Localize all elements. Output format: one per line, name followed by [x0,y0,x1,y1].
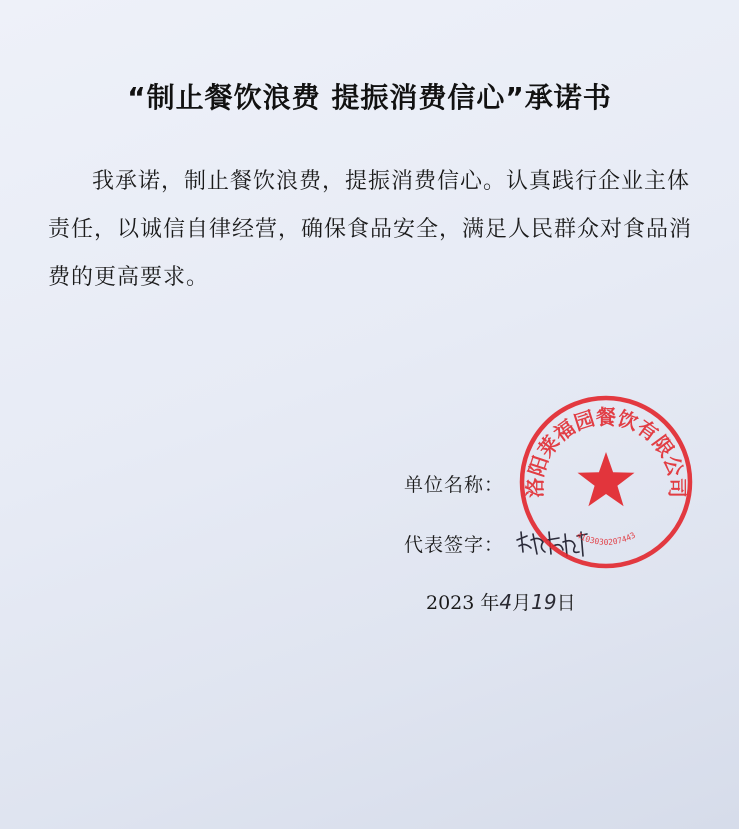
company-seal [516,392,696,572]
document-title: “制止餐饮浪费 提振消费信心”承诺书 [127,81,612,114]
unit-name-label: 单位名称： [404,474,505,496]
date-month-suffix: 月 [512,592,532,614]
date-month: 4 [499,590,513,614]
date-day-suffix: 日 [556,592,576,614]
star-icon [578,452,635,506]
date-day: 19 [531,590,557,614]
commitment-text: 我承诺，制止餐饮浪费，提振消费信心。认真践行企业主体责任，以诚信自律经营，确保食品安全，满足人民群众对食品消费的更高要求。 [48,169,693,290]
seal-text-path: 洛阳莱福园餐饮有限公司 [522,405,690,498]
signature-label: 代表签字： [404,534,505,556]
date-year-suffix: 年 [480,592,500,614]
date-year: 2023 [426,592,475,614]
seal-code [575,531,637,547]
seal-code-path: 4103030207443 [574,530,638,547]
date-line [426,588,576,615]
